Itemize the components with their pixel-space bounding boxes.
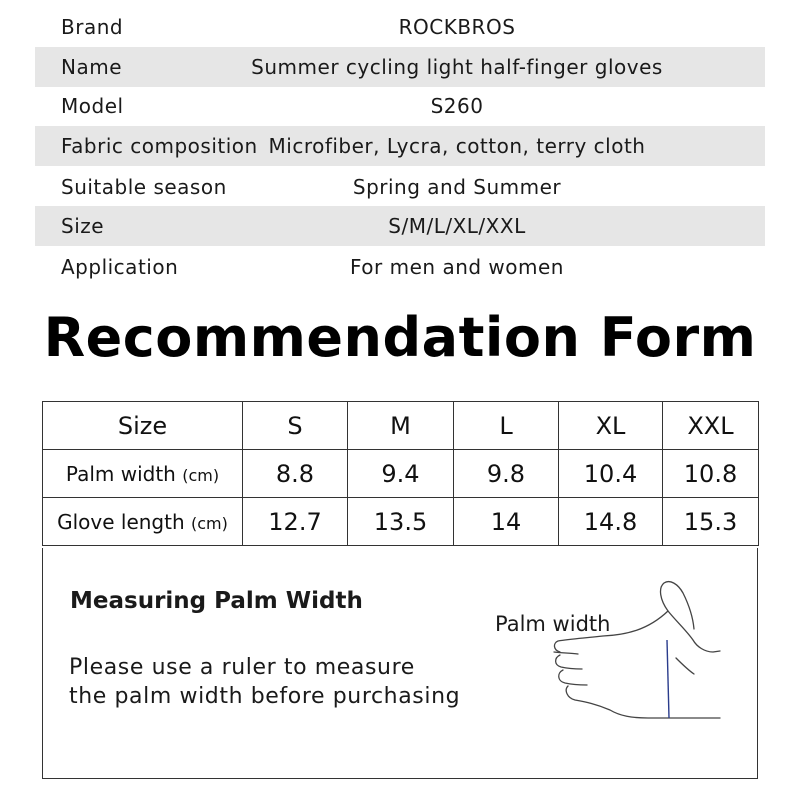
table-cell: 10.8 <box>663 450 759 498</box>
spec-key: Application <box>61 255 179 279</box>
spec-row-fabric <box>35 126 765 166</box>
size-table-header-row <box>43 402 759 450</box>
table-cell: 9.4 <box>348 450 454 498</box>
spec-key: Name <box>61 55 123 79</box>
table-cell: 15.3 <box>663 498 759 546</box>
spec-key: Fabric composition <box>61 134 258 158</box>
row-unit: (cm) <box>191 513 228 533</box>
table-cell: 12.7 <box>243 498 348 546</box>
spec-key: Size <box>61 214 105 238</box>
row-label: Palm width <box>65 461 176 486</box>
hand-outline-icon <box>508 578 728 728</box>
size-table-row-palm-width <box>43 450 759 498</box>
measuring-panel <box>42 548 758 779</box>
header-cell: L <box>454 402 559 450</box>
spec-key: Model <box>61 94 124 118</box>
spec-value: For men and women <box>350 255 564 279</box>
measuring-title: Measuring Palm Width <box>70 588 363 614</box>
spec-row-size <box>35 206 765 246</box>
row-unit: (cm) <box>182 465 220 485</box>
spec-row-application <box>35 247 765 287</box>
header-cell: XL <box>559 402 663 450</box>
spec-value: S260 <box>430 94 484 118</box>
spec-value: ROCKBROS <box>398 15 516 39</box>
spec-row-model <box>35 86 765 126</box>
spec-value: Spring and Summer <box>352 175 562 199</box>
header-cell: M <box>348 402 454 450</box>
spec-value: S/M/L/XL/XXL <box>388 214 526 238</box>
row-label-cell <box>43 450 243 498</box>
spec-key: Brand <box>61 15 124 39</box>
header-cell: Size <box>43 402 243 450</box>
measuring-instruction-line-2: the palm width before purchasing <box>69 684 461 709</box>
palm-width-label: Palm width <box>495 612 611 636</box>
spec-value: Summer cycling light half-finger gloves <box>251 55 663 79</box>
table-cell: 9.8 <box>454 450 559 498</box>
table-cell: 8.8 <box>243 450 348 498</box>
spec-row-season <box>35 167 765 207</box>
header-cell: S <box>243 402 348 450</box>
table-cell: 14.8 <box>559 498 663 546</box>
spec-value: Microfiber, Lycra, cotton, terry cloth <box>268 134 646 158</box>
size-table <box>42 401 759 546</box>
spec-key: Suitable season <box>61 175 227 199</box>
row-label: Glove length <box>57 509 185 534</box>
table-cell: 10.4 <box>559 450 663 498</box>
spec-row-name <box>35 47 765 87</box>
table-cell: 13.5 <box>348 498 454 546</box>
measuring-instruction-line-1: Please use a ruler to measure <box>69 655 415 680</box>
table-cell: 14 <box>454 498 559 546</box>
header-cell: XXL <box>663 402 759 450</box>
spec-row-brand <box>35 7 765 47</box>
row-label-cell <box>43 498 243 546</box>
recommendation-heading: Recommendation Form <box>43 306 757 369</box>
size-table-row-glove-length <box>43 498 759 546</box>
